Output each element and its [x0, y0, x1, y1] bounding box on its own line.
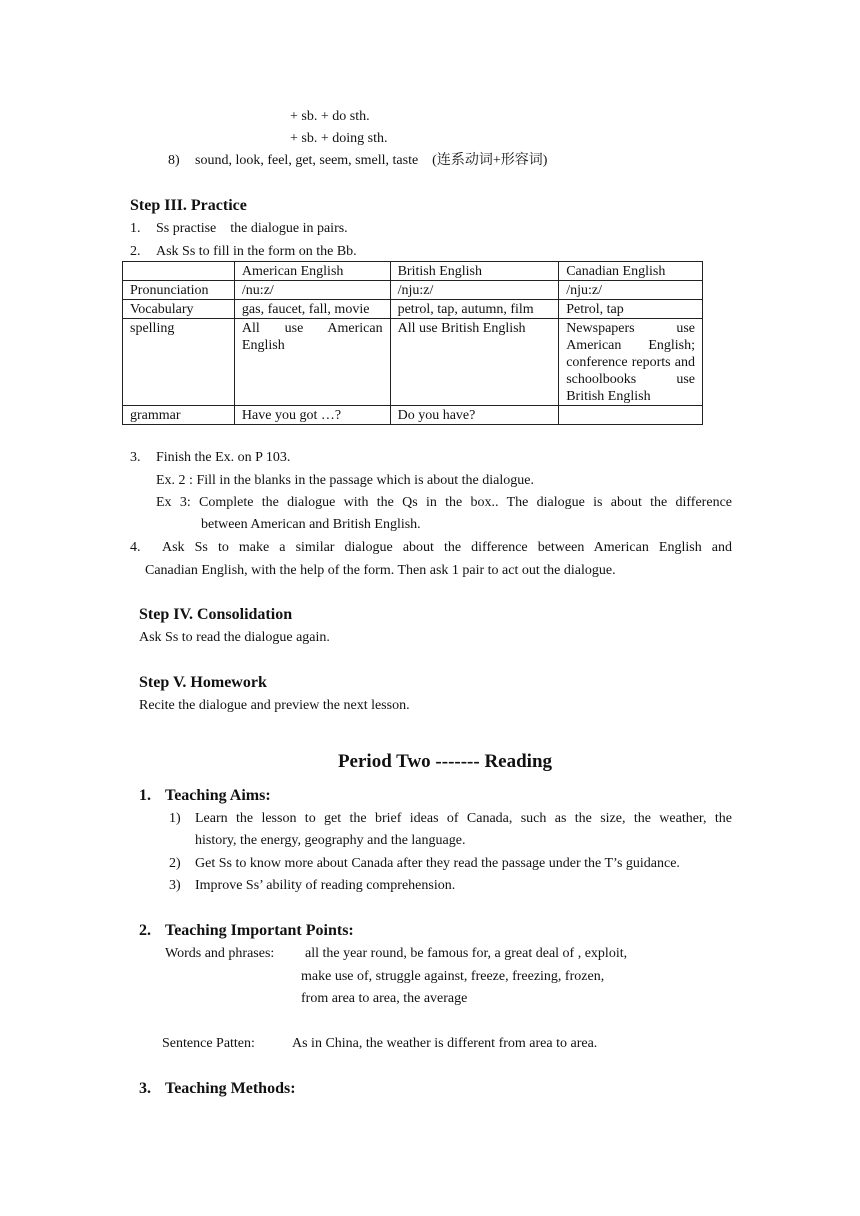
aim-3-text: Improve Ss’ ability of reading comprehension.	[195, 878, 456, 893]
list-number: 3.	[130, 450, 141, 465]
words-line-2: make use of, struggle against, freeze, freezing, frozen,	[301, 969, 605, 984]
period-title: Period Two ------- Reading	[337, 751, 553, 772]
words-label: Words and phrases:	[165, 946, 275, 961]
sentence-label: Sentence Patten:	[162, 1036, 255, 1051]
table-row	[123, 300, 703, 319]
table-header-cell	[123, 262, 235, 281]
important-points-heading: Teaching Important Points:	[165, 922, 354, 939]
table-header-cell: American English	[234, 262, 390, 281]
table-cell: All use British English	[390, 319, 559, 406]
step4-text: Ask Ss to read the dialogue again.	[139, 630, 330, 645]
words-line-3: from area to area, the average	[301, 991, 468, 1006]
step5-text: Recite the dialogue and preview the next lesson.	[139, 698, 410, 713]
exercise-2-text: Ex. 2 : Fill in the blanks in the passage which is about the dialogue.	[156, 473, 534, 488]
step3-item-3: Finish the Ex. on P 103.	[156, 450, 291, 465]
aim-1-line-2: history, the energy, geography and the language.	[195, 833, 466, 848]
step3-item-4-line-1: Ask Ss to make a similar dialogue about the difference between American English and	[162, 540, 732, 555]
table-cell: Do you have?	[390, 406, 559, 425]
pattern-line-1: + sb. + do sth.	[290, 109, 370, 124]
table-header-row	[123, 262, 703, 281]
step5-heading: Step V. Homework	[139, 674, 267, 691]
step3-item-1: Ss practise the dialogue in pairs.	[156, 221, 348, 236]
words-line-1: all the year round, be famous for, a great deal of , exploit,	[305, 946, 628, 961]
list-number: 1)	[169, 811, 181, 826]
table-cell: petrol, tap, autumn, film	[390, 300, 559, 319]
list-number: 3.	[139, 1080, 151, 1097]
table-cell: Have you got …?	[234, 406, 390, 425]
sentence-text: As in China, the weather is different from area to area.	[292, 1036, 598, 1051]
list-number: 2.	[139, 922, 151, 939]
teaching-methods-heading: Teaching Methods:	[165, 1080, 296, 1097]
comparison-table	[122, 261, 703, 425]
list-number: 1.	[139, 787, 151, 804]
exercise-3-line-1: Ex 3: Complete the dialogue with the Qs in the box.. The dialogue is about the difference	[156, 495, 732, 510]
table-cell	[559, 406, 703, 425]
list-number: 8)	[168, 153, 180, 168]
list-number: 2)	[169, 856, 181, 871]
list-number: 3)	[169, 878, 181, 893]
exercise-3-line-2: between American and British English.	[201, 517, 421, 532]
pattern-line-2: + sb. + doing sth.	[290, 131, 388, 146]
teaching-aims-heading: Teaching Aims:	[165, 787, 271, 804]
table-row	[123, 281, 703, 300]
list-number: 4.	[130, 540, 141, 555]
table-cell: Pronunciation	[123, 281, 235, 300]
list-number: 1.	[130, 221, 141, 236]
step3-item-2: Ask Ss to fill in the form on the Bb.	[156, 244, 357, 259]
table-cell: /nju:z/	[559, 281, 703, 300]
table-cell: Vocabulary	[123, 300, 235, 319]
table-cell: Petrol, tap	[559, 300, 703, 319]
aim-1-line-1: Learn the lesson to get the brief ideas of Canada, such as the size, the weather, the	[195, 811, 732, 826]
table-cell: grammar	[123, 406, 235, 425]
step3-heading: Step III. Practice	[130, 197, 247, 214]
table-header-cell: Canadian English	[559, 262, 703, 281]
table-cell: /nu:z/	[234, 281, 390, 300]
aim-2-text: Get Ss to know more about Canada after they read the passage under the T’s guidance.	[195, 856, 680, 871]
step3-item-4-line-2: Canadian English, with the help of the form. Then ask 1 pair to act out the dialogue.	[145, 563, 616, 578]
table-cell: gas, faucet, fall, movie	[234, 300, 390, 319]
table-cell: /nju:z/	[390, 281, 559, 300]
table-row	[123, 319, 703, 406]
table-cell: Newspapers use American English; conference reports and schoolbooks use British English	[559, 319, 703, 406]
table-row	[123, 406, 703, 425]
table-cell: All use American English	[234, 319, 390, 406]
step4-heading: Step IV. Consolidation	[139, 606, 293, 623]
linking-verbs-line: sound, look, feel, get, seem, smell, taste (连系动词+形容词)	[195, 153, 548, 168]
table-cell: spelling	[123, 319, 235, 406]
list-number: 2.	[130, 244, 141, 259]
table-header-cell: British English	[390, 262, 559, 281]
